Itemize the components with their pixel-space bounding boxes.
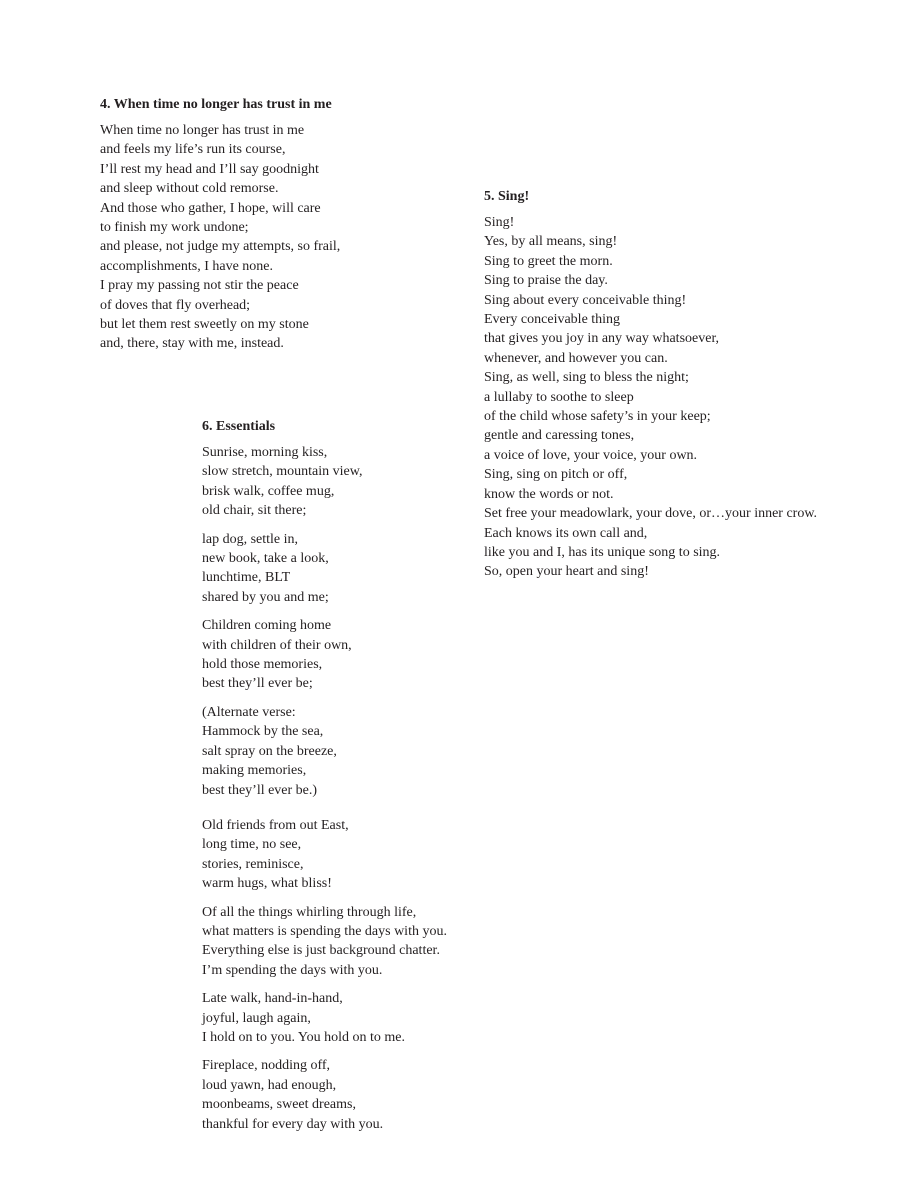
poem-line: a voice of love, your voice, your own. <box>484 447 698 463</box>
poem-line: I’ll rest my head and I’ll say goodnight <box>100 161 319 177</box>
poem-line: of the child whose safety’s in your keep; <box>484 409 711 425</box>
poem-line: hold those memories, <box>202 657 323 673</box>
poem-line: and sleep without cold remorse. <box>100 181 279 197</box>
poem-line: I’m spending the days with you. <box>202 962 383 978</box>
poem-line: salt spray on the breeze, <box>202 743 337 759</box>
poem-line: I pray my passing not stir the peace <box>100 278 299 294</box>
poem-line: know the words or not. <box>484 486 614 502</box>
poem-line: old chair, sit there; <box>202 503 307 519</box>
poem-line: Everything else is just background chatter. <box>202 943 440 959</box>
poem-line: So, open your heart and sing! <box>484 564 649 580</box>
poem-stanza <box>202 443 447 521</box>
poem-line: Yes, by all means, sing! <box>484 234 618 250</box>
poem-line: Of all the things whirling through life, <box>202 904 417 920</box>
poem-line: what matters is spending the days with you. <box>202 923 447 939</box>
poem-line: to finish my work undone; <box>100 220 249 236</box>
poem-stanza <box>202 989 447 1047</box>
poem-line: a lullaby to soothe to sleep <box>484 389 634 405</box>
poem-line: lunchtime, BLT <box>202 570 291 586</box>
poem-line: best they’ll ever be.) <box>202 782 318 798</box>
poem-line: Sing, sing on pitch or off, <box>484 467 628 483</box>
poem-4 <box>100 95 340 354</box>
poem-line: loud yawn, had enough, <box>202 1077 337 1093</box>
poem-line: and feels my life’s run its course, <box>100 142 286 158</box>
poem-line: moonbeams, sweet dreams, <box>202 1097 356 1113</box>
poem-line: Each knows its own call and, <box>484 525 648 541</box>
poem-line: And those who gather, I hope, will care <box>100 200 321 216</box>
poem-line: thankful for every day with you. <box>202 1116 384 1132</box>
poem-stanza <box>202 530 447 608</box>
poem-line: Sing to greet the morn. <box>484 253 613 269</box>
poem-line: warm hugs, what bliss! <box>202 876 332 892</box>
poem-stanza-alternate <box>202 703 447 800</box>
poem-line: Late walk, hand-in-hand, <box>202 991 343 1007</box>
poem-stanza <box>202 1056 447 1134</box>
poem-stanza <box>100 121 340 354</box>
poem-line: accomplishments, I have none. <box>100 258 274 274</box>
poem-line: long time, no see, <box>202 837 302 853</box>
poem-line: Hammock by the sea, <box>202 724 324 740</box>
poem-stanza <box>202 816 447 894</box>
poem-stanza <box>202 616 447 694</box>
poem-line: with children of their own, <box>202 637 352 653</box>
poem-stanza <box>202 903 447 981</box>
poem-line: gentle and caressing tones, <box>484 428 635 444</box>
poem-line: Every conceivable thing <box>484 312 621 328</box>
poem-5 <box>484 187 817 582</box>
poem-line: I hold on to you. You hold on to me. <box>202 1029 406 1045</box>
poem-line: and, there, stay with me, instead. <box>100 336 284 352</box>
poem-stanza <box>484 213 817 582</box>
poem-title: 6. Essentials <box>202 419 276 434</box>
poem-line: new book, take a look, <box>202 551 329 567</box>
poem-line: Fireplace, nodding off, <box>202 1058 331 1074</box>
poem-line: Set free your meadowlark, your dove, or…your inner crow. <box>484 506 818 522</box>
poem-line: brisk walk, coffee mug, <box>202 483 335 499</box>
poem-title: 4. When time no longer has trust in me <box>100 97 332 112</box>
poem-line: Children coming home <box>202 618 332 634</box>
poem-line: of doves that fly overhead; <box>100 297 251 313</box>
poem-line: and please, not judge my attempts, so frail, <box>100 239 341 255</box>
poem-line: but let them rest sweetly on my stone <box>100 317 309 333</box>
poem-6 <box>202 417 447 1143</box>
poem-line: lap dog, settle in, <box>202 531 299 547</box>
poem-line: whenever, and however you can. <box>484 350 668 366</box>
poem-line: stories, reminisce, <box>202 856 304 872</box>
poem-line: Sing about every conceivable thing! <box>484 292 687 308</box>
poem-line: Sing, as well, sing to bless the night; <box>484 370 689 386</box>
poem-line: making memories, <box>202 763 307 779</box>
poem-line: When time no longer has trust in me <box>100 123 305 138</box>
poem-line: best they’ll ever be; <box>202 676 313 692</box>
poem-line: shared by you and me; <box>202 589 329 605</box>
poem-line: Sing! <box>484 215 515 230</box>
poem-title: 5. Sing! <box>484 189 530 204</box>
poem-line: Sunrise, morning kiss, <box>202 445 328 460</box>
poem-line: like you and I, has its unique song to sing. <box>484 544 721 560</box>
poem-line: (Alternate verse: <box>202 704 296 720</box>
poem-line: that gives you joy in any way whatsoever, <box>484 331 720 347</box>
poem-line: joyful, laugh again, <box>202 1010 311 1026</box>
poem-line: Old friends from out East, <box>202 817 349 833</box>
poem-line: Sing to praise the day. <box>484 273 608 289</box>
poem-line: slow stretch, mountain view, <box>202 464 363 480</box>
